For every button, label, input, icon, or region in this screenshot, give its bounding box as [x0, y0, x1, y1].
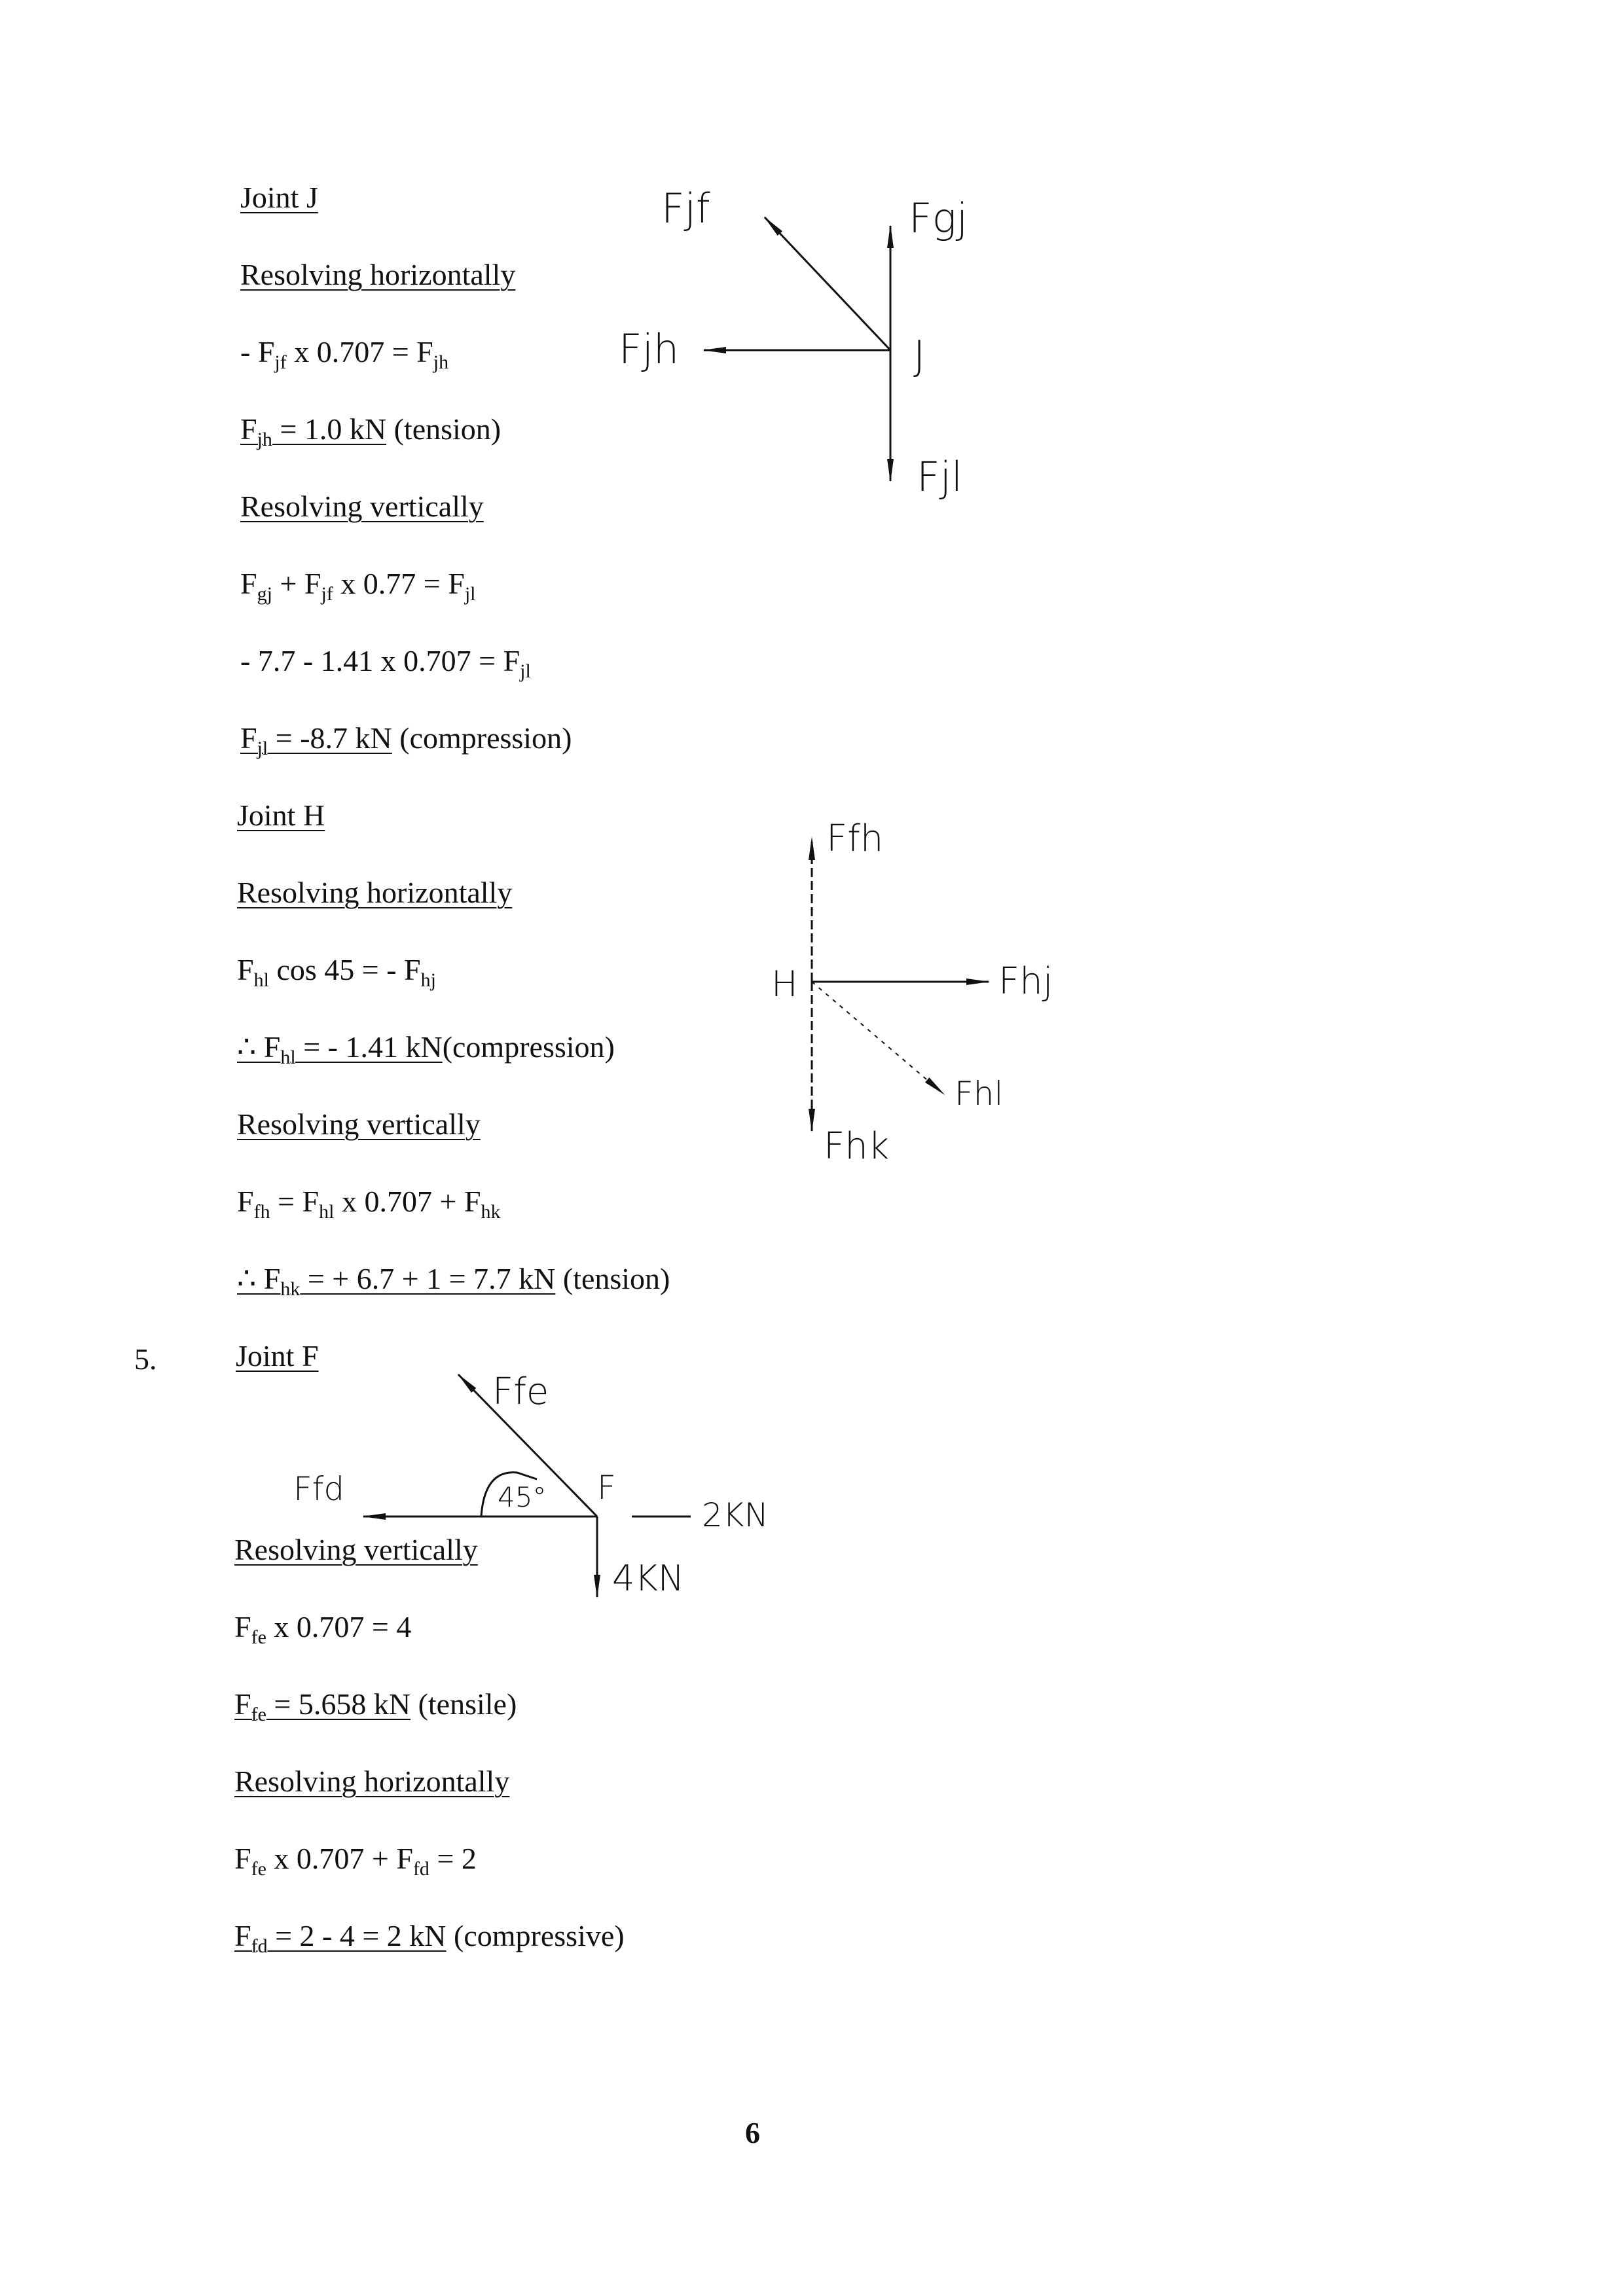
- joint-f-eq4: $F_{fd} = 2 - 4 = 2$ kN (compressive): [234, 1919, 625, 1957]
- joint-j-eq5: $F_{jl} = -8.7$ kN (compression): [240, 721, 572, 759]
- joint-f-resolving-horizontally: Resolving horizontally: [234, 1765, 510, 1798]
- joint-j-eq4: - 7.7 - 1.41 x $0.707 = F_{jl}$: [240, 644, 531, 682]
- label-angle-45: 45°: [498, 1481, 547, 1513]
- joint-j-eq2: $F_{jh} = 1.0$ kN (tension): [240, 412, 501, 450]
- joint-f-eq3: $F_{fe}$ x $0.707 + F_{fd} = 2$: [234, 1842, 477, 1880]
- section-number: 5.: [134, 1342, 157, 1376]
- label-fjf: Fjf: [661, 185, 710, 232]
- label-joint-f: F: [597, 1469, 616, 1507]
- label-2kn: 2KN: [702, 1496, 769, 1534]
- joint-j-eq3: $F_{gj} + F_{jf}$ x $0.77 = F_{jl}$: [240, 567, 476, 605]
- joint-h-resolving-vertically: Resolving vertically: [237, 1107, 481, 1141]
- label-4kn: 4KN: [612, 1558, 685, 1599]
- label-joint-j: J: [913, 332, 926, 380]
- member-jf: [765, 217, 890, 350]
- label-fgj: Fgj: [909, 194, 968, 242]
- joint-h-eq3: $F_{fh} = F_{hl}$ x $0.707 + F_{hk}$: [237, 1185, 501, 1223]
- joint-h-eq4: ∴ $F_{hk}$ = + 6.7 + 1 = 7.7 kN (tension): [237, 1262, 670, 1300]
- joint-f-eq1: $F_{fe}$ x 0.707 = 4: [234, 1610, 412, 1648]
- joint-f-eq2: $F_{fe} = 5.658$ kN (tensile): [234, 1687, 517, 1725]
- joint-j-diagram: [704, 217, 890, 481]
- label-fjh: Fjh: [619, 325, 680, 373]
- joint-h-heading: Joint H: [237, 798, 325, 832]
- label-joint-h: H: [771, 963, 798, 1005]
- joint-j-resolving-horizontally: Resolving horizontally: [240, 258, 516, 291]
- member-hl: [812, 982, 944, 1094]
- joint-h-eq1: $F_{hl}$ cos 45 = - $F_{hj}$: [237, 953, 436, 991]
- joint-h-resolving-horizontally: Resolving horizontally: [237, 876, 513, 909]
- joint-h-eq2: ∴ $F_{hl}$ = - 1.41 kN(compression): [237, 1030, 615, 1068]
- label-fhj: Fhj: [998, 960, 1053, 1003]
- joint-j-resolving-vertically: Resolving vertically: [240, 490, 484, 523]
- label-fhk: Fhk: [824, 1125, 890, 1168]
- joint-f-heading: Joint F: [236, 1339, 319, 1372]
- label-fhl: Fhl: [955, 1075, 1004, 1113]
- joint-j-heading: Joint J: [240, 181, 318, 214]
- label-ffh: Ffh: [826, 817, 884, 860]
- label-ffd: Ffd: [293, 1470, 345, 1508]
- label-fjl: Fjl: [917, 453, 963, 501]
- label-ffe: Ffe: [492, 1371, 549, 1413]
- joint-j-eq1: - $F_{jf}$ x $0.707 = F_{jh}$: [240, 335, 449, 373]
- page-number: 6: [745, 2116, 760, 2149]
- joint-f-resolving-vertically: Resolving vertically: [234, 1533, 478, 1566]
